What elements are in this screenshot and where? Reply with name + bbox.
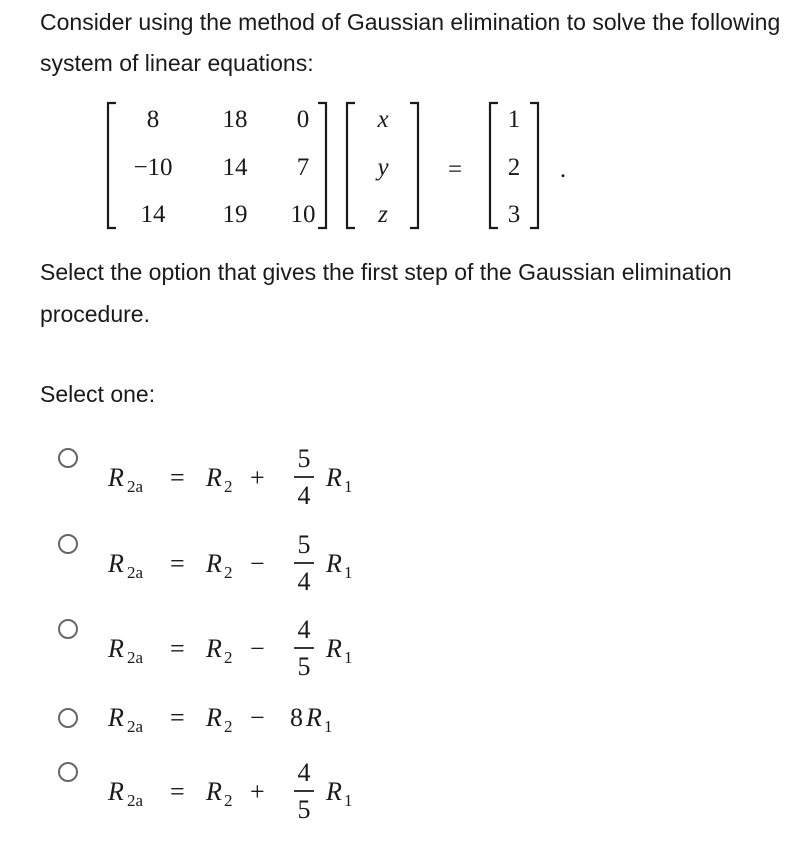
option-r2-subscript: 2 <box>224 717 233 736</box>
option-r1-subscript: 1 <box>324 717 333 736</box>
variable-y: y <box>377 154 389 181</box>
rhs-value: 1 <box>507 106 521 133</box>
option-r2: R <box>206 634 222 663</box>
option-r2-subscript: 2 <box>224 477 233 496</box>
rhs-left-bracket <box>490 103 498 228</box>
rhs-value: 3 <box>507 201 521 228</box>
option-lhs-subscript: 2a <box>127 791 144 810</box>
option-r2: R <box>206 777 222 806</box>
question-prompt: Select the option that gives the first step of the Gaussian elimination procedure. <box>40 259 732 327</box>
option-4-label[interactable] <box>0 690 420 740</box>
select-one-label: Select one: <box>40 381 156 407</box>
variables-right-bracket <box>410 103 418 228</box>
matrix-cell: 7 <box>296 154 310 181</box>
variable-z: z <box>378 201 388 228</box>
option-r1-subscript: 1 <box>344 477 353 496</box>
option-lhs-subscript: 2a <box>127 717 144 736</box>
variable-x: x <box>377 106 389 133</box>
option-operator: + <box>250 463 265 492</box>
matrix-cell: 10 <box>290 201 316 228</box>
option-fraction-numerator: 4 <box>297 758 311 787</box>
option-lhs-subscript: 2a <box>127 477 144 496</box>
option-fraction-numerator: 5 <box>297 530 311 559</box>
matrix-cell: −10 <box>133 154 173 181</box>
option-r2-subscript: 2 <box>224 563 233 582</box>
option-lhs: R <box>108 549 124 578</box>
option-5-label[interactable] <box>0 744 420 826</box>
option-r1: R <box>306 703 322 732</box>
matrix-cell: 8 <box>146 106 160 133</box>
option-r2-subscript: 2 <box>224 648 233 667</box>
matrix-cell: 18 <box>222 106 248 133</box>
option-coefficient: 8 <box>290 703 303 732</box>
option-3-label[interactable] <box>0 601 420 681</box>
variables-left-bracket <box>347 103 355 228</box>
matrix-cell: 19 <box>222 201 248 228</box>
rhs-value: 2 <box>507 154 521 181</box>
matrix-left-bracket <box>108 103 116 228</box>
matrix-right-bracket <box>318 103 326 228</box>
option-equals: = <box>170 463 185 492</box>
option-fraction-denominator: 5 <box>297 652 311 681</box>
option-operator: + <box>250 777 265 806</box>
option-operator: − <box>250 703 265 732</box>
option-r1-subscript: 1 <box>344 791 353 810</box>
linear-system-equation <box>0 96 792 236</box>
linear-system <box>0 96 792 236</box>
option-lhs: R <box>108 463 124 492</box>
option-lhs: R <box>108 777 124 806</box>
option-r1-subscript: 1 <box>344 648 353 667</box>
option-r1-subscript: 1 <box>344 563 353 582</box>
option-operator: − <box>250 634 265 663</box>
option-1-label[interactable] <box>0 430 420 510</box>
option-r1: R <box>326 777 342 806</box>
option-operator: − <box>250 549 265 578</box>
option-r2: R <box>206 703 222 732</box>
option-lhs: R <box>108 703 124 732</box>
option-equals: = <box>170 634 185 663</box>
option-fraction-denominator: 4 <box>297 567 311 596</box>
matrix-cell: 14 <box>222 154 248 181</box>
period: . <box>559 156 567 183</box>
option-equals: = <box>170 549 185 578</box>
option-equals: = <box>170 777 185 806</box>
option-equals: = <box>170 703 185 732</box>
rhs-right-bracket <box>530 103 538 228</box>
option-fraction-numerator: 4 <box>297 615 311 644</box>
option-fraction-denominator: 5 <box>297 795 311 824</box>
option-fraction-numerator: 5 <box>297 444 311 473</box>
option-r2: R <box>206 463 222 492</box>
option-lhs: R <box>108 634 124 663</box>
option-lhs-subscript: 2a <box>127 648 144 667</box>
option-r1: R <box>326 634 342 663</box>
option-r2-subscript: 2 <box>224 791 233 810</box>
matrix-cell: 0 <box>296 106 310 133</box>
matrix-cell: 14 <box>140 201 166 228</box>
option-r2: R <box>206 549 222 578</box>
option-lhs-subscript: 2a <box>127 563 144 582</box>
equals-sign: = <box>447 156 463 183</box>
option-fraction-denominator: 4 <box>297 481 311 510</box>
option-2-label[interactable] <box>0 516 420 596</box>
option-r1: R <box>326 549 342 578</box>
option-r1: R <box>326 463 342 492</box>
question-intro: Consider using the method of Gaussian elimination to solve the following system of linear equations: <box>40 9 781 76</box>
